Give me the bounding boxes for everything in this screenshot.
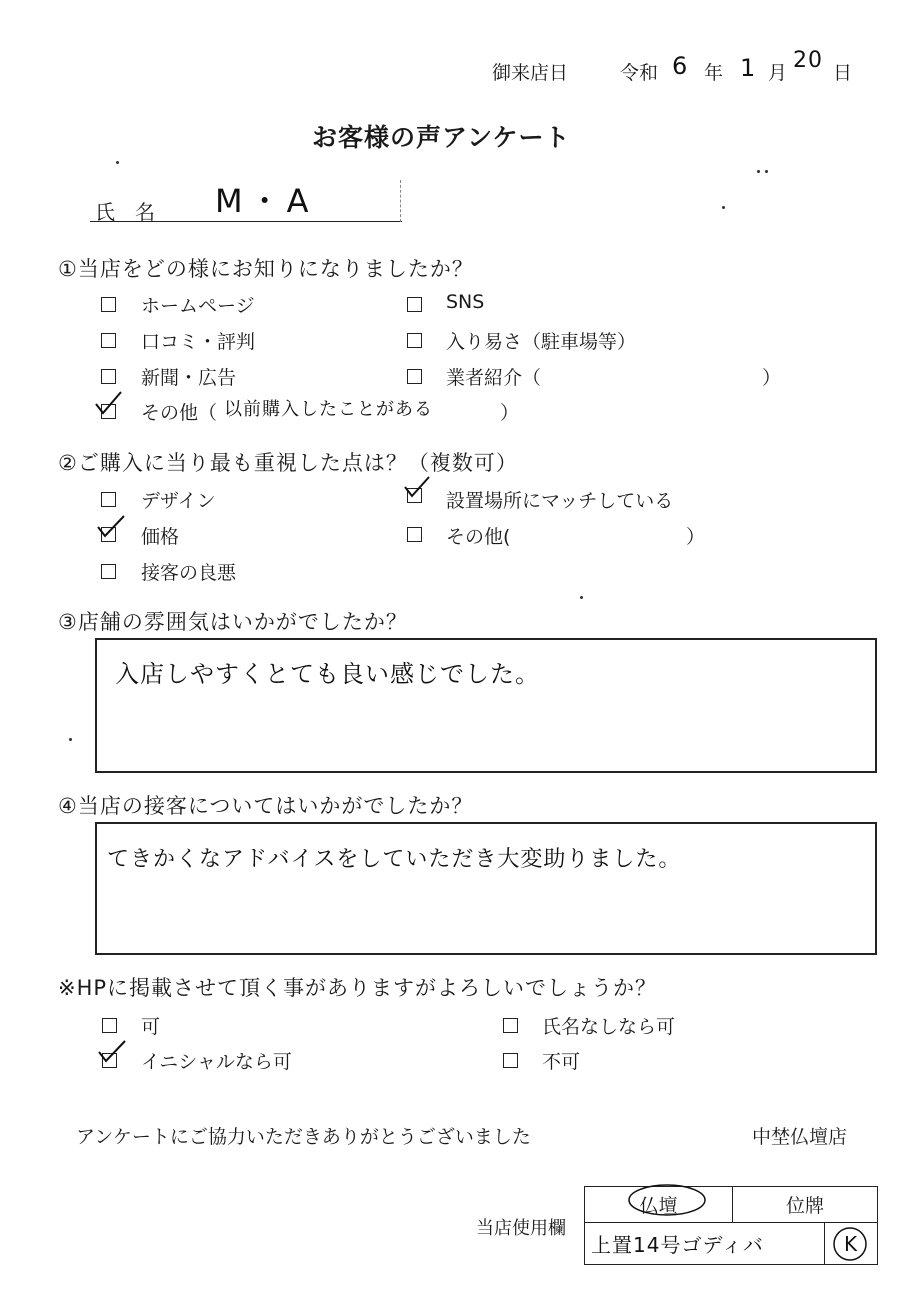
answer-q4: てきかくなアドバイスをしていただき大変助りました。 <box>107 847 682 872</box>
staff-col-ihai: 位牌 <box>733 1187 878 1223</box>
option-hp-initials: イニシャルなら可 <box>141 1051 292 1073</box>
name-underline <box>90 221 402 222</box>
shop-name: 中埜仏壇店 <box>752 1126 848 1148</box>
day-label: 日 <box>833 62 853 84</box>
option-customer-service: 接客の良悪 <box>141 562 237 584</box>
option-other-q1: その他（ <box>141 402 218 424</box>
checkbox-hp-no[interactable] <box>503 1053 518 1068</box>
check-mark-icon <box>94 390 124 416</box>
checkbox-design[interactable] <box>101 492 116 507</box>
name-field-edge <box>400 180 401 222</box>
staff-note: 上置14号ゴディバ <box>591 1233 764 1257</box>
checkbox-word-of-mouth[interactable] <box>101 333 116 348</box>
month-label: 月 <box>768 62 788 84</box>
day-value: 20 <box>793 48 823 73</box>
option-design: デザイン <box>141 490 216 512</box>
option-hp-no-name: 氏名なしなら可 <box>542 1016 676 1038</box>
staff-stamp: K <box>843 1231 859 1256</box>
check-mark-icon <box>402 474 432 500</box>
option-placement-match: 設置場所にマッチしている <box>446 490 674 512</box>
checkbox-customer-service[interactable] <box>101 564 116 579</box>
checkbox-other-q2[interactable] <box>407 527 422 542</box>
option-hp-ok: 可 <box>141 1016 161 1038</box>
question-4: ④当店の接客についてはいかがでしたか？ <box>58 794 474 818</box>
question-3: ③店舗の雰囲気はいかがでしたか？ <box>58 610 408 634</box>
circle-mark-icon <box>625 1179 709 1221</box>
checkbox-sns[interactable] <box>407 297 422 312</box>
answer-q3: 入店しやすくとても良い感じでした。 <box>115 660 540 688</box>
thanks-message: アンケートにご協力いただきありがとうございました <box>76 1126 531 1148</box>
scan-speck <box>69 738 72 741</box>
option-sns: SNS <box>446 291 485 313</box>
scan-speck <box>116 161 119 164</box>
other-q1-written: 以前購入したことがある <box>224 399 433 420</box>
staff-col-butsudan <box>585 1187 733 1223</box>
era-label: 令和 <box>620 62 659 84</box>
visit-date-label: 御来店日 <box>492 62 569 84</box>
option-referral: 業者紹介（ <box>446 367 542 389</box>
checkbox-referral[interactable] <box>407 369 422 384</box>
staff-use-table <box>584 1186 878 1265</box>
option-referral-close: ） <box>762 367 782 389</box>
scan-speck <box>580 596 583 599</box>
year-label: 年 <box>704 62 724 84</box>
scan-speck <box>722 206 725 209</box>
year-value: 6 <box>672 52 689 80</box>
checkbox-homepage[interactable] <box>101 297 116 312</box>
staff-note-cell <box>585 1223 825 1265</box>
question-1: ①当店をどの様にお知りになりましたか？ <box>58 257 474 281</box>
scan-speck <box>765 170 768 173</box>
name-value: M・A <box>215 182 315 220</box>
answer-box-q4[interactable] <box>95 822 877 955</box>
scan-speck <box>757 170 760 173</box>
checkbox-easy-access[interactable] <box>407 333 422 348</box>
option-newspaper-ad: 新聞・広告 <box>141 367 237 389</box>
check-mark-icon <box>97 1038 127 1064</box>
option-homepage: ホームページ <box>141 295 255 317</box>
question-2: ②ご購入に当り最も重視した点は？（複数可） <box>58 451 518 475</box>
check-mark-icon <box>96 512 126 538</box>
checkbox-newspaper-ad[interactable] <box>101 369 116 384</box>
option-price: 価格 <box>141 526 180 548</box>
option-hp-no: 不可 <box>542 1051 581 1073</box>
page-title: お客様の声アンケート <box>312 123 571 152</box>
staff-col-butsudan-label: 仏壇 <box>639 1195 678 1217</box>
option-other-q2-close: ） <box>686 526 706 548</box>
answer-box-q3[interactable] <box>95 638 877 773</box>
checkbox-hp-no-name[interactable] <box>503 1018 518 1033</box>
checkbox-hp-ok[interactable] <box>102 1018 117 1033</box>
staff-use-label: 当店使用欄 <box>476 1218 566 1239</box>
staff-stamp-cell <box>825 1223 878 1265</box>
name-label: 氏 名 <box>95 200 155 224</box>
option-other-q2: その他( <box>446 526 511 548</box>
option-word-of-mouth: 口コミ・評判 <box>141 331 256 353</box>
month-value: 1 <box>740 54 757 82</box>
hp-question: ※HPに掲載させて頂く事がありますがよろしいでしょうか？ <box>58 976 658 1000</box>
option-easy-access: 入り易さ（駐車場等） <box>446 331 637 353</box>
option-other-q1-close: ） <box>500 402 520 424</box>
